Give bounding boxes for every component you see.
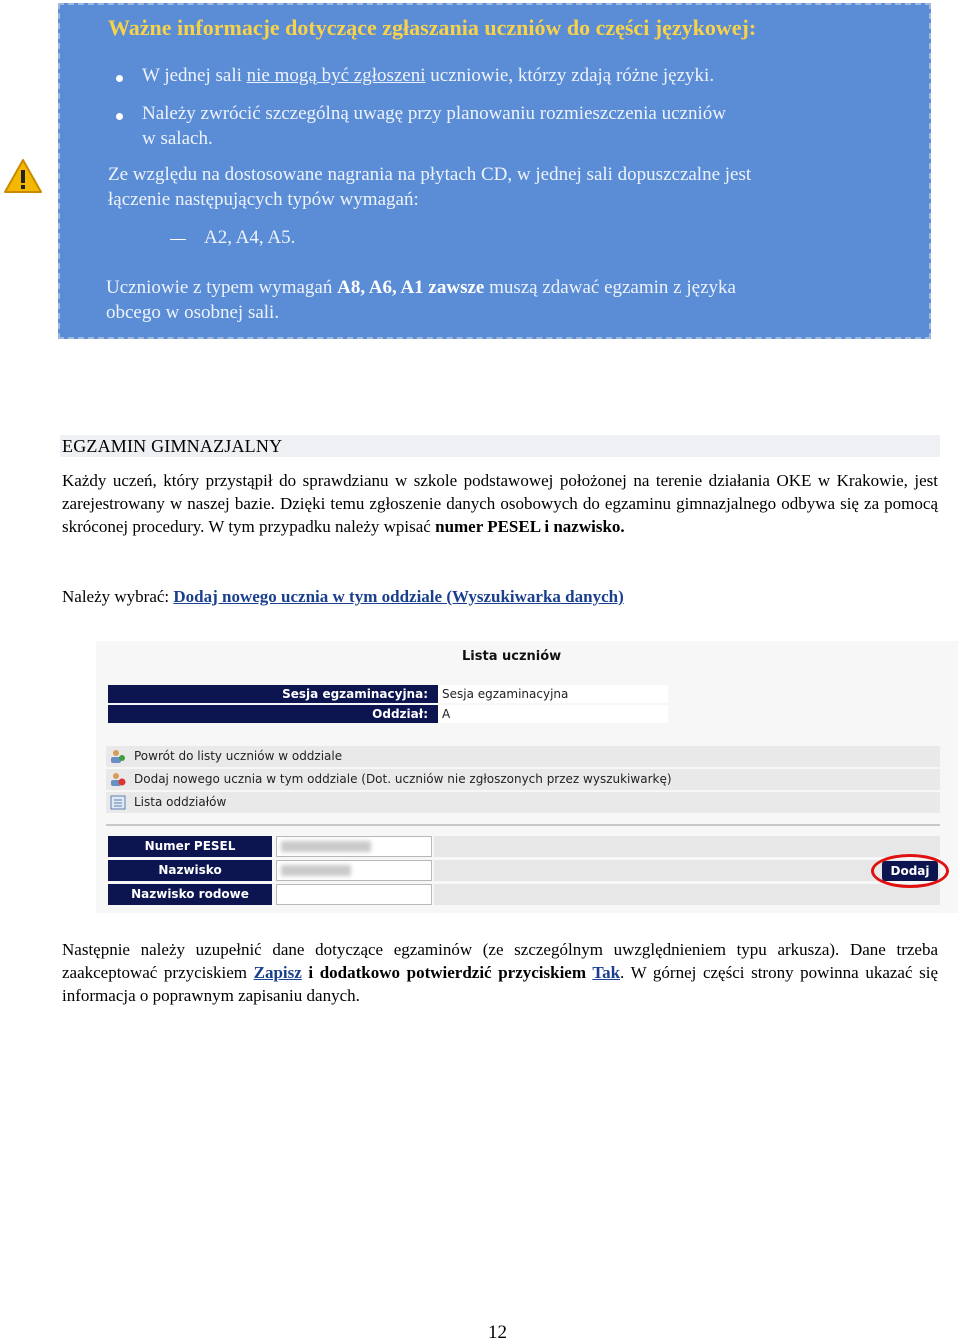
class-label: Oddział: xyxy=(108,705,438,723)
info-para1-line2: łączenie następujących typów wymagań: xyxy=(108,189,419,210)
pesel-label: Numer PESEL xyxy=(108,836,272,857)
list-icon xyxy=(110,795,126,810)
page-number: 12 xyxy=(488,1322,507,1343)
bullet-icon xyxy=(116,75,123,82)
info-bullet-2-line2: w salach. xyxy=(142,128,213,149)
form-row-bg xyxy=(434,836,940,857)
save-link[interactable]: Zapisz xyxy=(253,963,302,982)
info-dash-item: A2, A4, A5. xyxy=(204,227,296,248)
info-para2-line1: Uczniowie z typem wymagań A8, A6, A1 zawsze muszą zdawać egzamin z języka xyxy=(106,277,736,298)
menu-class-list[interactable]: Lista oddziałów xyxy=(106,792,940,813)
section-paragraph-2: Należy wybrać: Dodaj nowego ucznia w tym oddziale (Wyszukiwarka danych) xyxy=(62,587,624,606)
info-title: Ważne informacje dotyczące zgłaszania uczniów do części językowej: xyxy=(108,15,757,40)
add-button[interactable]: Dodaj xyxy=(882,861,938,881)
warning-icon xyxy=(3,158,43,194)
add-student-link[interactable]: Dodaj nowego ucznia w tym oddziale (Wyszukiwarka danych) xyxy=(173,587,624,606)
pesel-input[interactable] xyxy=(276,836,432,857)
app-screenshot xyxy=(96,641,958,913)
divider xyxy=(106,824,940,826)
highlight-ring xyxy=(871,854,949,888)
maiden-name-label: Nazwisko rodowe xyxy=(108,884,272,905)
list-title: Lista uczniów xyxy=(462,649,562,664)
class-value: A xyxy=(438,705,668,723)
info-box xyxy=(58,3,931,339)
dash-icon xyxy=(170,239,186,240)
confirm-link[interactable]: Tak xyxy=(592,963,621,982)
maiden-name-input[interactable] xyxy=(276,884,432,905)
info-para2-line2: obcego w osobnej sali. xyxy=(106,302,280,323)
session-value: Sesja egzaminacyjna xyxy=(438,685,668,703)
users-icon xyxy=(110,749,126,764)
form-row-bg xyxy=(434,860,940,881)
menu-add-student[interactable]: Dodaj nowego ucznia w tym oddziale (Dot. uczniów nie zgłoszonych przez wyszukiwarkę) xyxy=(106,769,940,790)
blurred-value xyxy=(281,841,371,852)
info-para1-line1: Ze względu na dostosowane nagrania na płytach CD, w jednej sali dopuszczalne jest xyxy=(108,164,752,185)
info-bullet-2-line1: Należy zwrócić szczególną uwagę przy planowaniu rozmieszczenia uczniów xyxy=(142,103,726,124)
user-add-icon xyxy=(110,772,126,787)
section-heading xyxy=(60,435,940,457)
closing-paragraph: Następnie należy uzupełnić dane dotyczące egzaminów (ze szczególnym uwzględnieniem typu arkusza). Dane trzeba zaakceptować przyciskiem Zapisz i dodatkowo potwierdzić przyciskiem Tak. W górnej części strony powinna ukazać się informacja o poprawnym zapisaniu danych. xyxy=(62,940,938,1005)
bullet-icon xyxy=(116,113,123,120)
menu-back-to-list[interactable]: Powrót do listy uczniów w oddziale xyxy=(106,746,940,767)
blurred-value xyxy=(281,865,351,876)
info-bullet-1: W jednej sali nie mogą być zgłoszeni uczniowie, którzy zdają różne języki. xyxy=(142,65,715,86)
section-paragraph-1: Każdy uczeń, który przystąpił do sprawdzianu w szkole podstawowej położonej na terenie działania OKE w Krakowie, jest zarejestrowany w naszej bazie. Dzięki temu zgłoszenie danych osobowych do egzaminu gimnazjalnego odbywa się za pomocą skróconej procedury. W tym przypadku należy wpisać numer PESEL i nazwisko. xyxy=(62,471,938,536)
session-label: Sesja egzaminacyjna: xyxy=(108,685,438,703)
section-heading-text: EGZAMIN GIMNAZJALNY xyxy=(62,436,283,456)
surname-input[interactable] xyxy=(276,860,432,881)
surname-label: Nazwisko xyxy=(108,860,272,881)
form-row-bg xyxy=(434,884,940,905)
